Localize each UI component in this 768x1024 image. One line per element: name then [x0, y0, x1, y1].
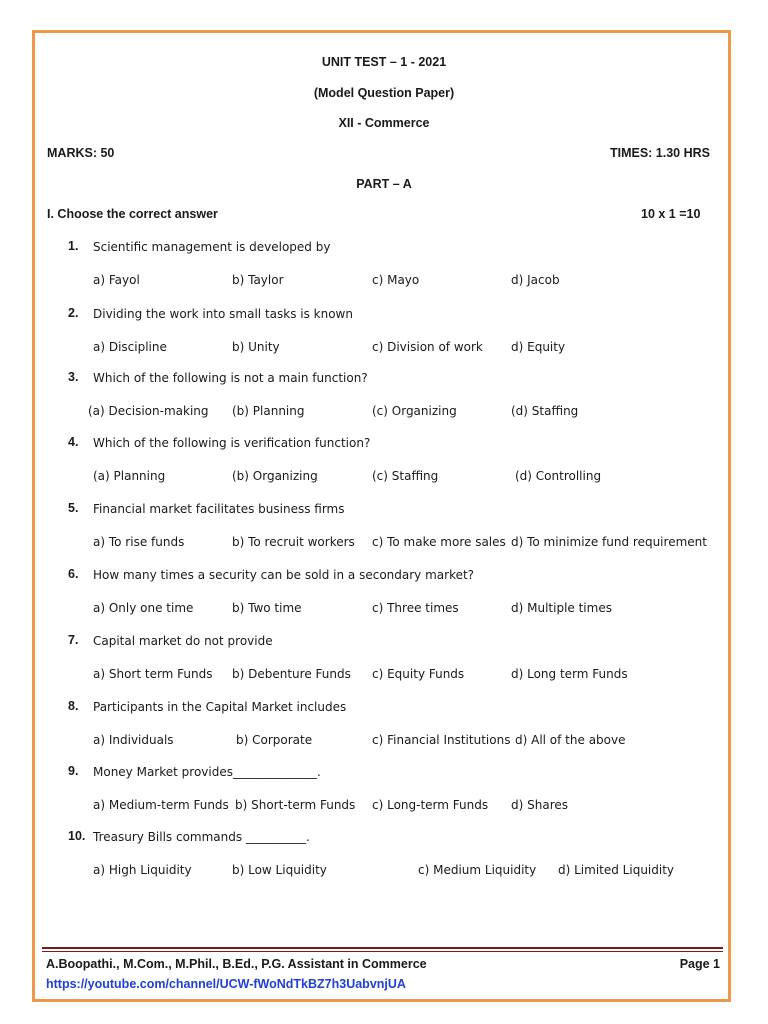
footer-divider-thin	[42, 951, 723, 952]
section-title: I. Choose the correct answer	[47, 207, 218, 221]
answer-option: a) To rise funds	[93, 535, 185, 549]
answer-option: (d) Staffing	[511, 404, 579, 418]
question-number: 10.	[68, 829, 86, 843]
question-text: Which of the following is verification function?	[93, 436, 371, 450]
question-text: Which of the following is not a main function?	[93, 371, 368, 385]
test-subtitle: (Model Question Paper)	[313, 86, 455, 100]
part-label: PART – A	[356, 177, 412, 191]
class-label: XII - Commerce	[338, 116, 430, 130]
answer-option: c) Medium Liquidity	[418, 863, 537, 877]
question-text: Capital market do not provide	[93, 634, 273, 648]
answer-option: c) Mayo	[372, 273, 420, 287]
question-text: Money Market provides______________.	[93, 765, 321, 779]
answer-option: d) Limited Liquidity	[558, 863, 675, 877]
answer-option: b) Two time	[232, 601, 302, 615]
page-number: Page 1	[679, 957, 720, 971]
question-number: 2.	[68, 306, 79, 320]
answer-option: a) Fayol	[93, 273, 140, 287]
question-text: Scientific management is developed by	[93, 240, 331, 254]
answer-option: b) Short-term Funds	[235, 798, 356, 812]
footer-author: A.Boopathi., M.Com., M.Phil., B.Ed., P.G. Assistant in Commerce	[46, 957, 427, 971]
answer-option: c) Three times	[372, 601, 459, 615]
youtube-channel-link[interactable]: https://youtube.com/channel/UCW-fWoNdTkBZ7h3UabvnjUA	[46, 977, 406, 991]
answer-option: d) Jacob	[511, 273, 560, 287]
times-label: TIMES: 1.30 HRS	[609, 146, 710, 160]
answer-option: a) High Liquidity	[93, 863, 192, 877]
answer-option: d) Shares	[511, 798, 568, 812]
answer-option: c) Division of work	[372, 340, 483, 354]
answer-option: d) To minimize fund requirement	[511, 535, 707, 549]
answer-option: d) Multiple times	[511, 601, 612, 615]
question-number: 4.	[68, 435, 79, 449]
page-border	[32, 30, 731, 1002]
answer-option: b) Low Liquidity	[232, 863, 327, 877]
answer-option: (c) Organizing	[372, 404, 457, 418]
answer-option: c) Financial Institutions	[372, 733, 511, 747]
answer-option: b) Debenture Funds	[232, 667, 351, 681]
answer-option: a) Medium-term Funds	[93, 798, 229, 812]
question-number: 6.	[68, 567, 79, 581]
answer-option: d) Equity	[511, 340, 566, 354]
answer-option: a) Discipline	[93, 340, 167, 354]
footer-divider	[42, 947, 723, 949]
answer-option: d) Long term Funds	[511, 667, 628, 681]
answer-option: (b) Organizing	[232, 469, 318, 483]
answer-option: a) Individuals	[93, 733, 174, 747]
marks-label: MARKS: 50	[47, 146, 115, 160]
answer-option: d) All of the above	[515, 733, 626, 747]
question-text: Financial market facilitates business firms	[93, 502, 345, 516]
answer-option: b) Corporate	[236, 733, 313, 747]
answer-option: (d) Controlling	[515, 469, 602, 483]
question-text: Treasury Bills commands __________.	[93, 830, 310, 844]
answer-option: (b) Planning	[232, 404, 305, 418]
question-number: 7.	[68, 633, 79, 647]
answer-option: b) Unity	[232, 340, 280, 354]
question-text: Participants in the Capital Market includes	[93, 700, 347, 714]
question-number: 5.	[68, 501, 79, 515]
answer-option: (a) Planning	[93, 469, 166, 483]
question-number: 8.	[68, 699, 79, 713]
answer-option: (c) Staffing	[372, 469, 439, 483]
answer-option: c) Equity Funds	[372, 667, 465, 681]
question-number: 3.	[68, 370, 79, 384]
answer-option: c) Long-term Funds	[372, 798, 489, 812]
answer-option: a) Only one time	[93, 601, 194, 615]
answer-option: a) Short term Funds	[93, 667, 213, 681]
answer-option: (a) Decision-making	[88, 404, 209, 418]
section-marks: 10 x 1 =10	[641, 207, 701, 221]
answer-option: c) To make more sales	[372, 535, 506, 549]
test-title: UNIT TEST – 1 - 2021	[321, 55, 447, 69]
question-text: Dividing the work into small tasks is known	[93, 307, 353, 321]
question-number: 9.	[68, 764, 79, 778]
answer-option: b) Taylor	[232, 273, 284, 287]
question-text: How many times a security can be sold in a secondary market?	[93, 568, 475, 582]
answer-option: b) To recruit workers	[232, 535, 355, 549]
question-number: 1.	[68, 239, 79, 253]
